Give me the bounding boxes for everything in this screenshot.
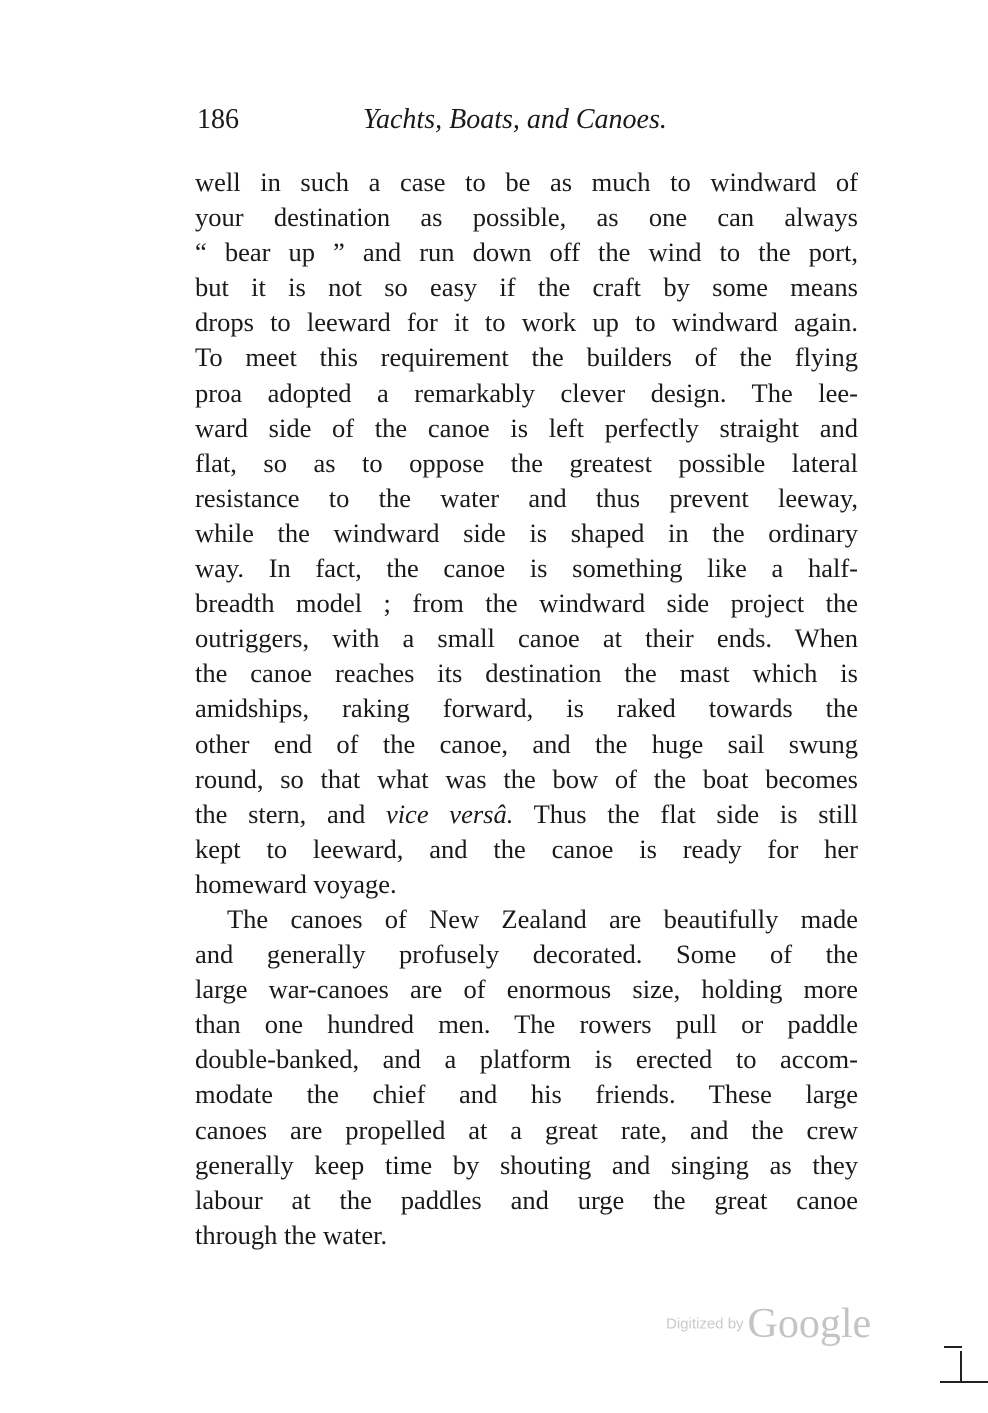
text-line: To meet this requirement the builders of the flying bbox=[195, 342, 858, 373]
text-line: large war-canoes are of enormous size, holding more bbox=[195, 974, 858, 1005]
text-line: kept to leeward, and the canoe is ready for her bbox=[195, 833, 858, 864]
page-number: 186 bbox=[197, 104, 239, 135]
text-line: canoes are propelled at a great rate, and the crew bbox=[195, 1114, 858, 1145]
body-text bbox=[195, 165, 858, 1253]
text-line: “ bear up ” and run down off the wind to the port, bbox=[195, 237, 858, 268]
text-line: ward side of the canoe is left perfectly straight and bbox=[195, 412, 858, 443]
text-line: while the windward side is shaped in the ordinary bbox=[195, 517, 858, 548]
text-line: drops to leeward for it to work up to windward again. bbox=[195, 307, 858, 338]
text-line: modate the chief and his friends. These large bbox=[195, 1079, 858, 1110]
scan-edge-mark bbox=[940, 1381, 988, 1383]
text-line: outriggers, with a small canoe at their ends. When bbox=[195, 623, 858, 654]
text-line: than one hundred men. The rowers pull or paddle bbox=[195, 1009, 858, 1040]
scan-edge-mark bbox=[960, 1351, 962, 1381]
scan-edge-mark bbox=[944, 1346, 962, 1348]
text-line: labour at the paddles and urge the great canoe bbox=[195, 1184, 858, 1215]
text-line: but it is not so easy if the craft by some means bbox=[195, 272, 858, 303]
text-line: resistance to the water and thus prevent leeway, bbox=[195, 482, 858, 513]
text-line: the canoe reaches its destination the mast which is bbox=[195, 658, 858, 689]
text-line: other end of the canoe, and the huge sail swung bbox=[195, 728, 858, 759]
text-line: your destination as possible, as one can always bbox=[195, 202, 858, 233]
paragraph-2 bbox=[195, 902, 858, 1253]
text-line: proa adopted a remarkably clever design. The lee- bbox=[195, 377, 858, 408]
text-line: flat, so as to oppose the greatest possible lateral bbox=[195, 447, 858, 478]
running-title: Yachts, Boats, and Canoes. bbox=[363, 104, 667, 135]
text-line: amidships, raking forward, is raked towards the bbox=[195, 693, 858, 724]
digitized-watermark bbox=[666, 1300, 871, 1348]
text-line: way. In fact, the canoe is something like a half- bbox=[195, 553, 858, 584]
text-line: and generally profusely decorated. Some of the bbox=[195, 939, 858, 970]
watermark-brand: Google bbox=[747, 1301, 872, 1347]
text-line: double-banked, and a platform is erected to accom- bbox=[195, 1044, 858, 1075]
text-line: The canoes of New Zealand are beautifully made bbox=[227, 903, 858, 934]
watermark-prefix: Digitized by bbox=[666, 1315, 744, 1333]
text-line: homeward voyage. bbox=[195, 868, 397, 899]
text-line: generally keep time by shouting and singing as they bbox=[195, 1149, 858, 1180]
text-line: breadth model ; from the windward side project the bbox=[195, 588, 858, 619]
running-header bbox=[195, 100, 860, 140]
text-line: through the water. bbox=[195, 1219, 388, 1250]
paragraph-1 bbox=[195, 165, 858, 902]
text-segment: Thus the flat side is still bbox=[513, 798, 858, 829]
text-line: round, so that what was the bow of the boat becomes bbox=[195, 763, 858, 794]
text-line: well in such a case to be as much to windward of bbox=[195, 167, 858, 197]
text-segment: the stern, and bbox=[195, 798, 386, 829]
italic-phrase: vice versâ. bbox=[385, 798, 514, 829]
text-line-with-italic bbox=[195, 797, 858, 832]
